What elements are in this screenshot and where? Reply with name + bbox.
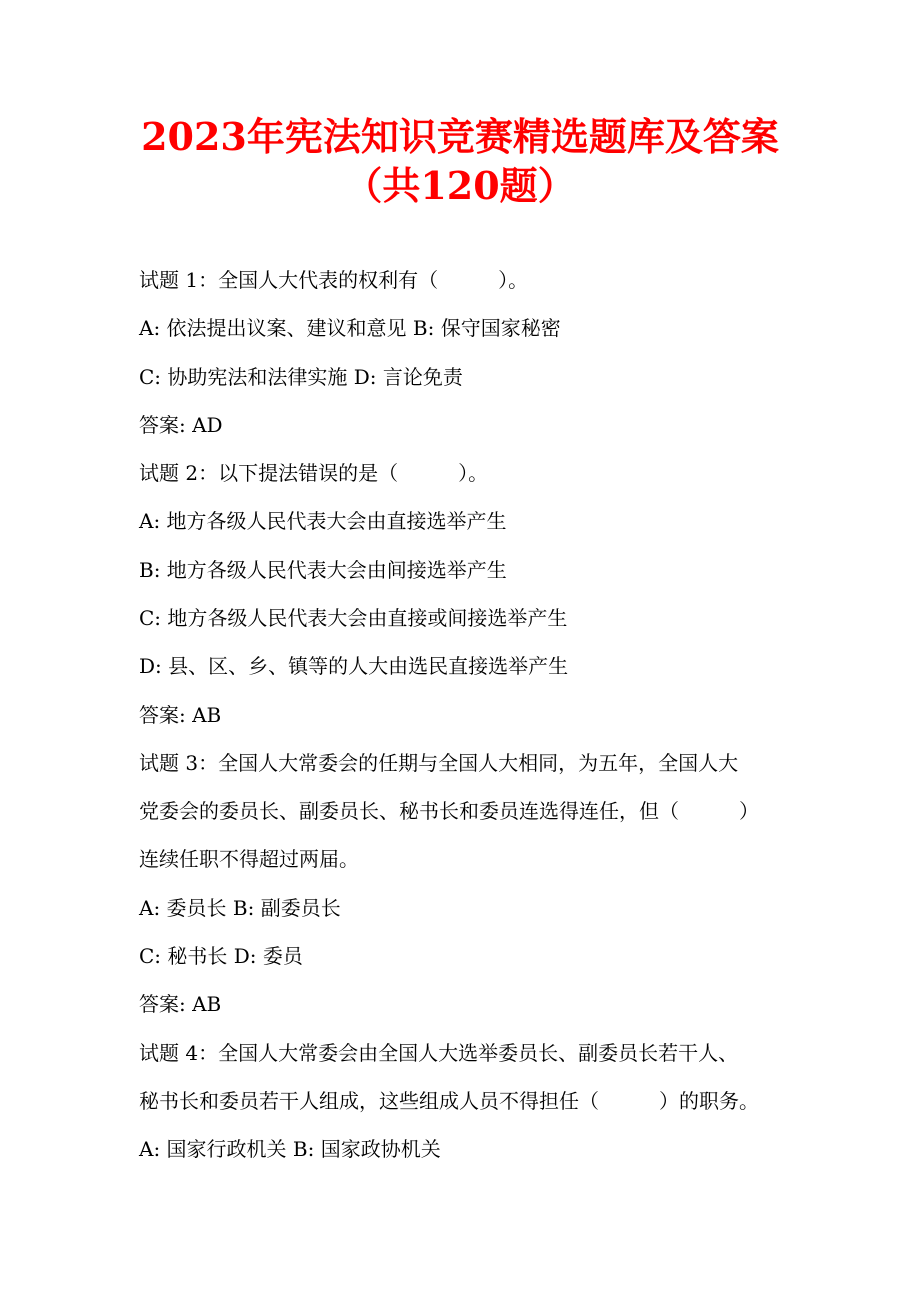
question-3-answer: 答案: AB bbox=[139, 992, 222, 1016]
document-title-line-2: （共120题） bbox=[344, 163, 576, 208]
question-2-option-a: A: 地方各级人民代表大会由直接选举产生 bbox=[139, 509, 507, 533]
question-1-options-cd: C: 协助宪法和法律实施 D: 言论免责 bbox=[139, 365, 463, 389]
question-1-answer: 答案: AD bbox=[139, 413, 223, 437]
question-2-option-c: C: 地方各级人民代表大会由直接或间接选举产生 bbox=[139, 606, 568, 630]
question-3-text-line-1: 试题 3：全国人大常委会的任期与全国人大相同，为五年，全国人大 bbox=[139, 751, 739, 775]
question-2-text: 试题 2：以下提法错误的是（ ）。 bbox=[139, 461, 489, 485]
question-3-options-ab: A: 委员长 B: 副委员长 bbox=[139, 896, 341, 920]
question-3-text-line-2: 党委会的委员长、副委员长、秘书长和委员连选得连任，但（ ） bbox=[139, 799, 759, 823]
question-2-option-d: D: 县、区、乡、镇等的人大由选民直接选举产生 bbox=[139, 654, 569, 678]
question-1-options-ab: A: 依法提出议案、建议和意见 B: 保守国家秘密 bbox=[139, 316, 561, 340]
document-title-line-1: 2023年宪法知识竞赛精选题库及答案 bbox=[141, 114, 779, 159]
question-3-text-line-3: 连续任职不得超过两届。 bbox=[139, 847, 359, 871]
question-4-options-ab: A: 国家行政机关 B: 国家政协机关 bbox=[139, 1137, 441, 1161]
question-4-text-line-1: 试题 4：全国人大常委会由全国人大选举委员长、副委员长若干人、 bbox=[139, 1041, 739, 1065]
question-2-option-b: B: 地方各级人民代表大会由间接选举产生 bbox=[139, 558, 507, 582]
question-2-answer: 答案: AB bbox=[139, 703, 222, 727]
question-3-options-cd: C: 秘书长 D: 委员 bbox=[139, 944, 303, 968]
question-1-text: 试题 1：全国人大代表的权利有（ ）。 bbox=[139, 268, 529, 292]
question-4-text-line-2: 秘书长和委员若干人组成，这些组成人员不得担任（ ）的职务。 bbox=[139, 1089, 759, 1113]
